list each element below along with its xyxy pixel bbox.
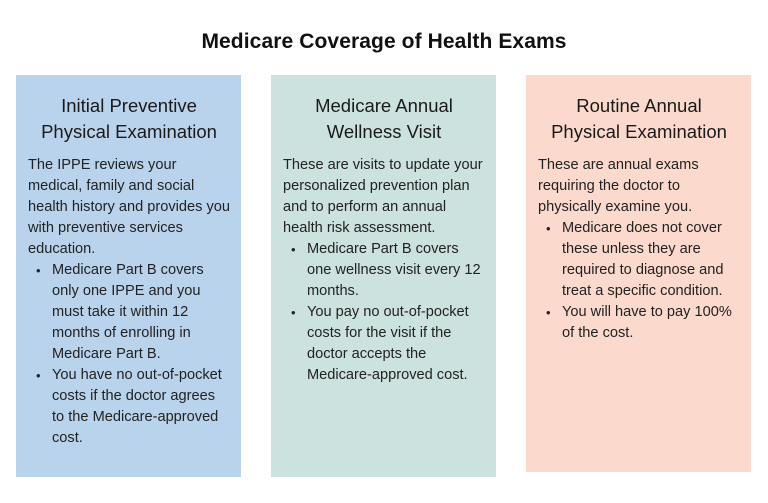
card-title-line: Initial Preventive	[61, 95, 197, 116]
bullet-dot-icon: •	[546, 221, 551, 236]
card-title-line: Wellness Visit	[326, 121, 442, 142]
card-title	[538, 93, 740, 145]
bullet-text: Medicare Part B covers one wellness visit every 12 months.	[307, 241, 481, 299]
bullet-text: You pay no out-of-pocket costs for the visit if the doctor accepts the Medicare-approved cost.	[307, 304, 469, 383]
bullet-list	[28, 260, 230, 449]
bullet-item	[283, 239, 485, 302]
bullet-text: Medicare does not cover these unless they are required to diagnose and treat a specific condition.	[562, 220, 724, 299]
bullet-item	[538, 302, 740, 344]
card-routine-annual-physical-examination	[526, 75, 751, 472]
bullet-text: You will have to pay 100% of the cost.	[562, 304, 732, 341]
bullet-item	[283, 302, 485, 386]
bullet-list	[538, 218, 740, 344]
bullet-item	[28, 365, 230, 449]
card-description: The IPPE reviews your medical, family and social health history and provides you with preventive services education.	[28, 157, 231, 257]
card-description: These are annual exams requiring the doctor to physically examine you.	[538, 157, 699, 215]
card-title-line: Medicare Annual	[315, 95, 453, 116]
bullet-item	[538, 218, 740, 302]
card-title-line: Physical Examination	[41, 121, 217, 142]
bullet-text: You have no out-of-pocket costs if the doctor agrees to the Medicare-approved cost.	[52, 367, 222, 446]
card-title	[283, 93, 485, 145]
card-title	[28, 93, 230, 145]
bullet-list	[283, 239, 485, 386]
bullet-dot-icon: •	[546, 305, 551, 320]
card-initial-preventive-physical-examination	[16, 75, 241, 477]
bullet-dot-icon: •	[36, 368, 41, 383]
bullet-dot-icon: •	[36, 263, 41, 278]
bullet-item	[28, 260, 230, 365]
card-medicare-annual-wellness-visit	[271, 75, 496, 477]
diagram-title: Medicare Coverage of Health Exams	[201, 30, 567, 53]
card-title-line: Physical Examination	[551, 121, 727, 142]
bullet-text: Medicare Part B covers only one IPPE and you must take it within 12 months of enrolling in Medicare Part B.	[52, 262, 204, 362]
bullet-dot-icon: •	[291, 305, 296, 320]
card-description: These are visits to update your personalized prevention plan and to perform an annual health risk assessment.	[283, 157, 483, 236]
bullet-dot-icon: •	[291, 242, 296, 257]
card-title-line: Routine Annual	[576, 95, 702, 116]
